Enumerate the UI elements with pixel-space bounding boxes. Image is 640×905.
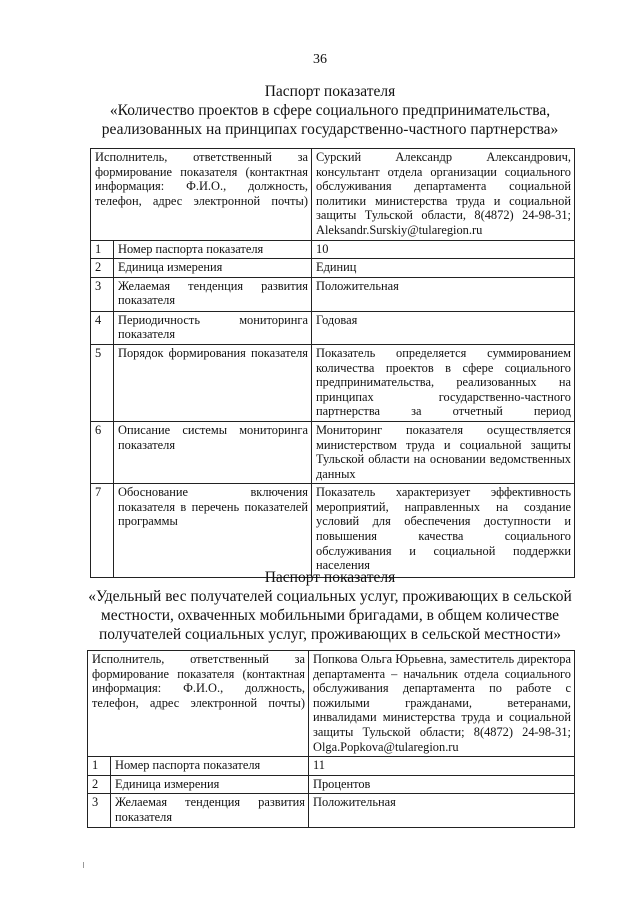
row-label: Номер паспорта показателя <box>114 240 312 259</box>
row-value: 11 <box>309 757 575 776</box>
row-value: Положительная <box>312 277 575 311</box>
passport-1-heading: Паспорт показателя <box>264 83 396 100</box>
row-value: Мониторинг показателя осуществляется министерством труда и социальной защиты Тульской области на основании ведомственных данных <box>312 421 575 483</box>
table-row <box>88 757 575 776</box>
row-label: Обоснование включения показателя в перечень показателей программы <box>114 484 312 578</box>
table-row <box>88 775 575 794</box>
passport-2-table <box>87 650 575 828</box>
row-number: 3 <box>88 794 111 828</box>
row-value: Единиц <box>312 259 575 278</box>
row-value: Положительная <box>309 794 575 828</box>
table-row <box>91 149 575 241</box>
row-number: 1 <box>91 240 114 259</box>
row-number: 1 <box>88 757 111 776</box>
responsible-value: Сурский Александр Александрович, консультант отдела организации социального обслуживания департамента социальной политики министерства труда и социальной защиты Тульской области, 8(4872) 24-98-31; Aleksandr.Surskiy@tularegion.ru <box>312 149 575 241</box>
passport-2-title: «Удельный вес получателей социальных услуг, проживающих в сельской местности, охваченных мобильными бригадами, в общем количестве получателей социальных услуг, проживающих в сельской местности» <box>88 588 572 643</box>
row-label: Порядок формирования показателя <box>114 344 312 421</box>
table-row <box>91 484 575 578</box>
row-label: Желаемая тенденция развития показателя <box>111 794 309 828</box>
row-number: 5 <box>91 344 114 421</box>
row-number: 2 <box>88 775 111 794</box>
table-row <box>91 277 575 311</box>
row-label: Единица измерения <box>114 259 312 278</box>
table-row <box>88 794 575 828</box>
passport-2-heading: Паспорт показателя <box>264 569 396 586</box>
row-number: 6 <box>91 421 114 483</box>
row-value: Процентов <box>309 775 575 794</box>
row-number: 2 <box>91 259 114 278</box>
scan-mark <box>83 862 84 868</box>
passport-1-header <box>60 82 600 139</box>
passport-2-header <box>60 568 600 644</box>
row-number: 4 <box>91 311 114 344</box>
row-label: Периодичность мониторинга показателя <box>114 311 312 344</box>
responsible-label: Исполнитель, ответственный за формирование показателя (контактная информация: Ф.И.О., должность, телефон, адрес электронной почты) <box>88 651 309 757</box>
table-row <box>91 311 575 344</box>
row-label: Описание системы мониторинга показателя <box>114 421 312 483</box>
page-number: 36 <box>313 52 327 67</box>
passport-1-title: «Количество проектов в сфере социального предпринимательства, реализованных на принципах государственно-частного партнерства» <box>101 102 559 138</box>
row-number: 7 <box>91 484 114 578</box>
row-label: Номер паспорта показателя <box>111 757 309 776</box>
row-value: 10 <box>312 240 575 259</box>
passport-1-table <box>90 148 575 578</box>
table-row <box>88 651 575 757</box>
table-row <box>91 259 575 278</box>
responsible-value: Попкова Ольга Юрьевна, заместитель директора департамента – начальник отдела социального обслуживания департамента по работе с пожилыми гражданами, ветеранами, инвалидами министерства труда и социальной защиты Тульской области; 8(4872) 24-98-31; Olga.Popkova@tularegion.ru <box>309 651 575 757</box>
row-number: 3 <box>91 277 114 311</box>
table-row <box>91 240 575 259</box>
row-value: Показатель характеризует эффективность мероприятий, направленных на создание условий для обеспечения доступности и повышения качества социального обслуживания и социальной поддержки населения <box>312 484 575 578</box>
row-value: Показатель определяется суммированием количества проектов в сфере социального предпринимательства, реализованных на принципах государственно-частного партнерства за отчетный период <box>312 344 575 421</box>
table-row <box>91 344 575 421</box>
row-value: Годовая <box>312 311 575 344</box>
row-label: Единица измерения <box>111 775 309 794</box>
table-row <box>91 421 575 483</box>
row-label: Желаемая тенденция развития показателя <box>114 277 312 311</box>
responsible-label: Исполнитель, ответственный за формирование показателя (контактная информация: Ф.И.О., должность, телефон, адрес электронной почты) <box>91 149 312 241</box>
